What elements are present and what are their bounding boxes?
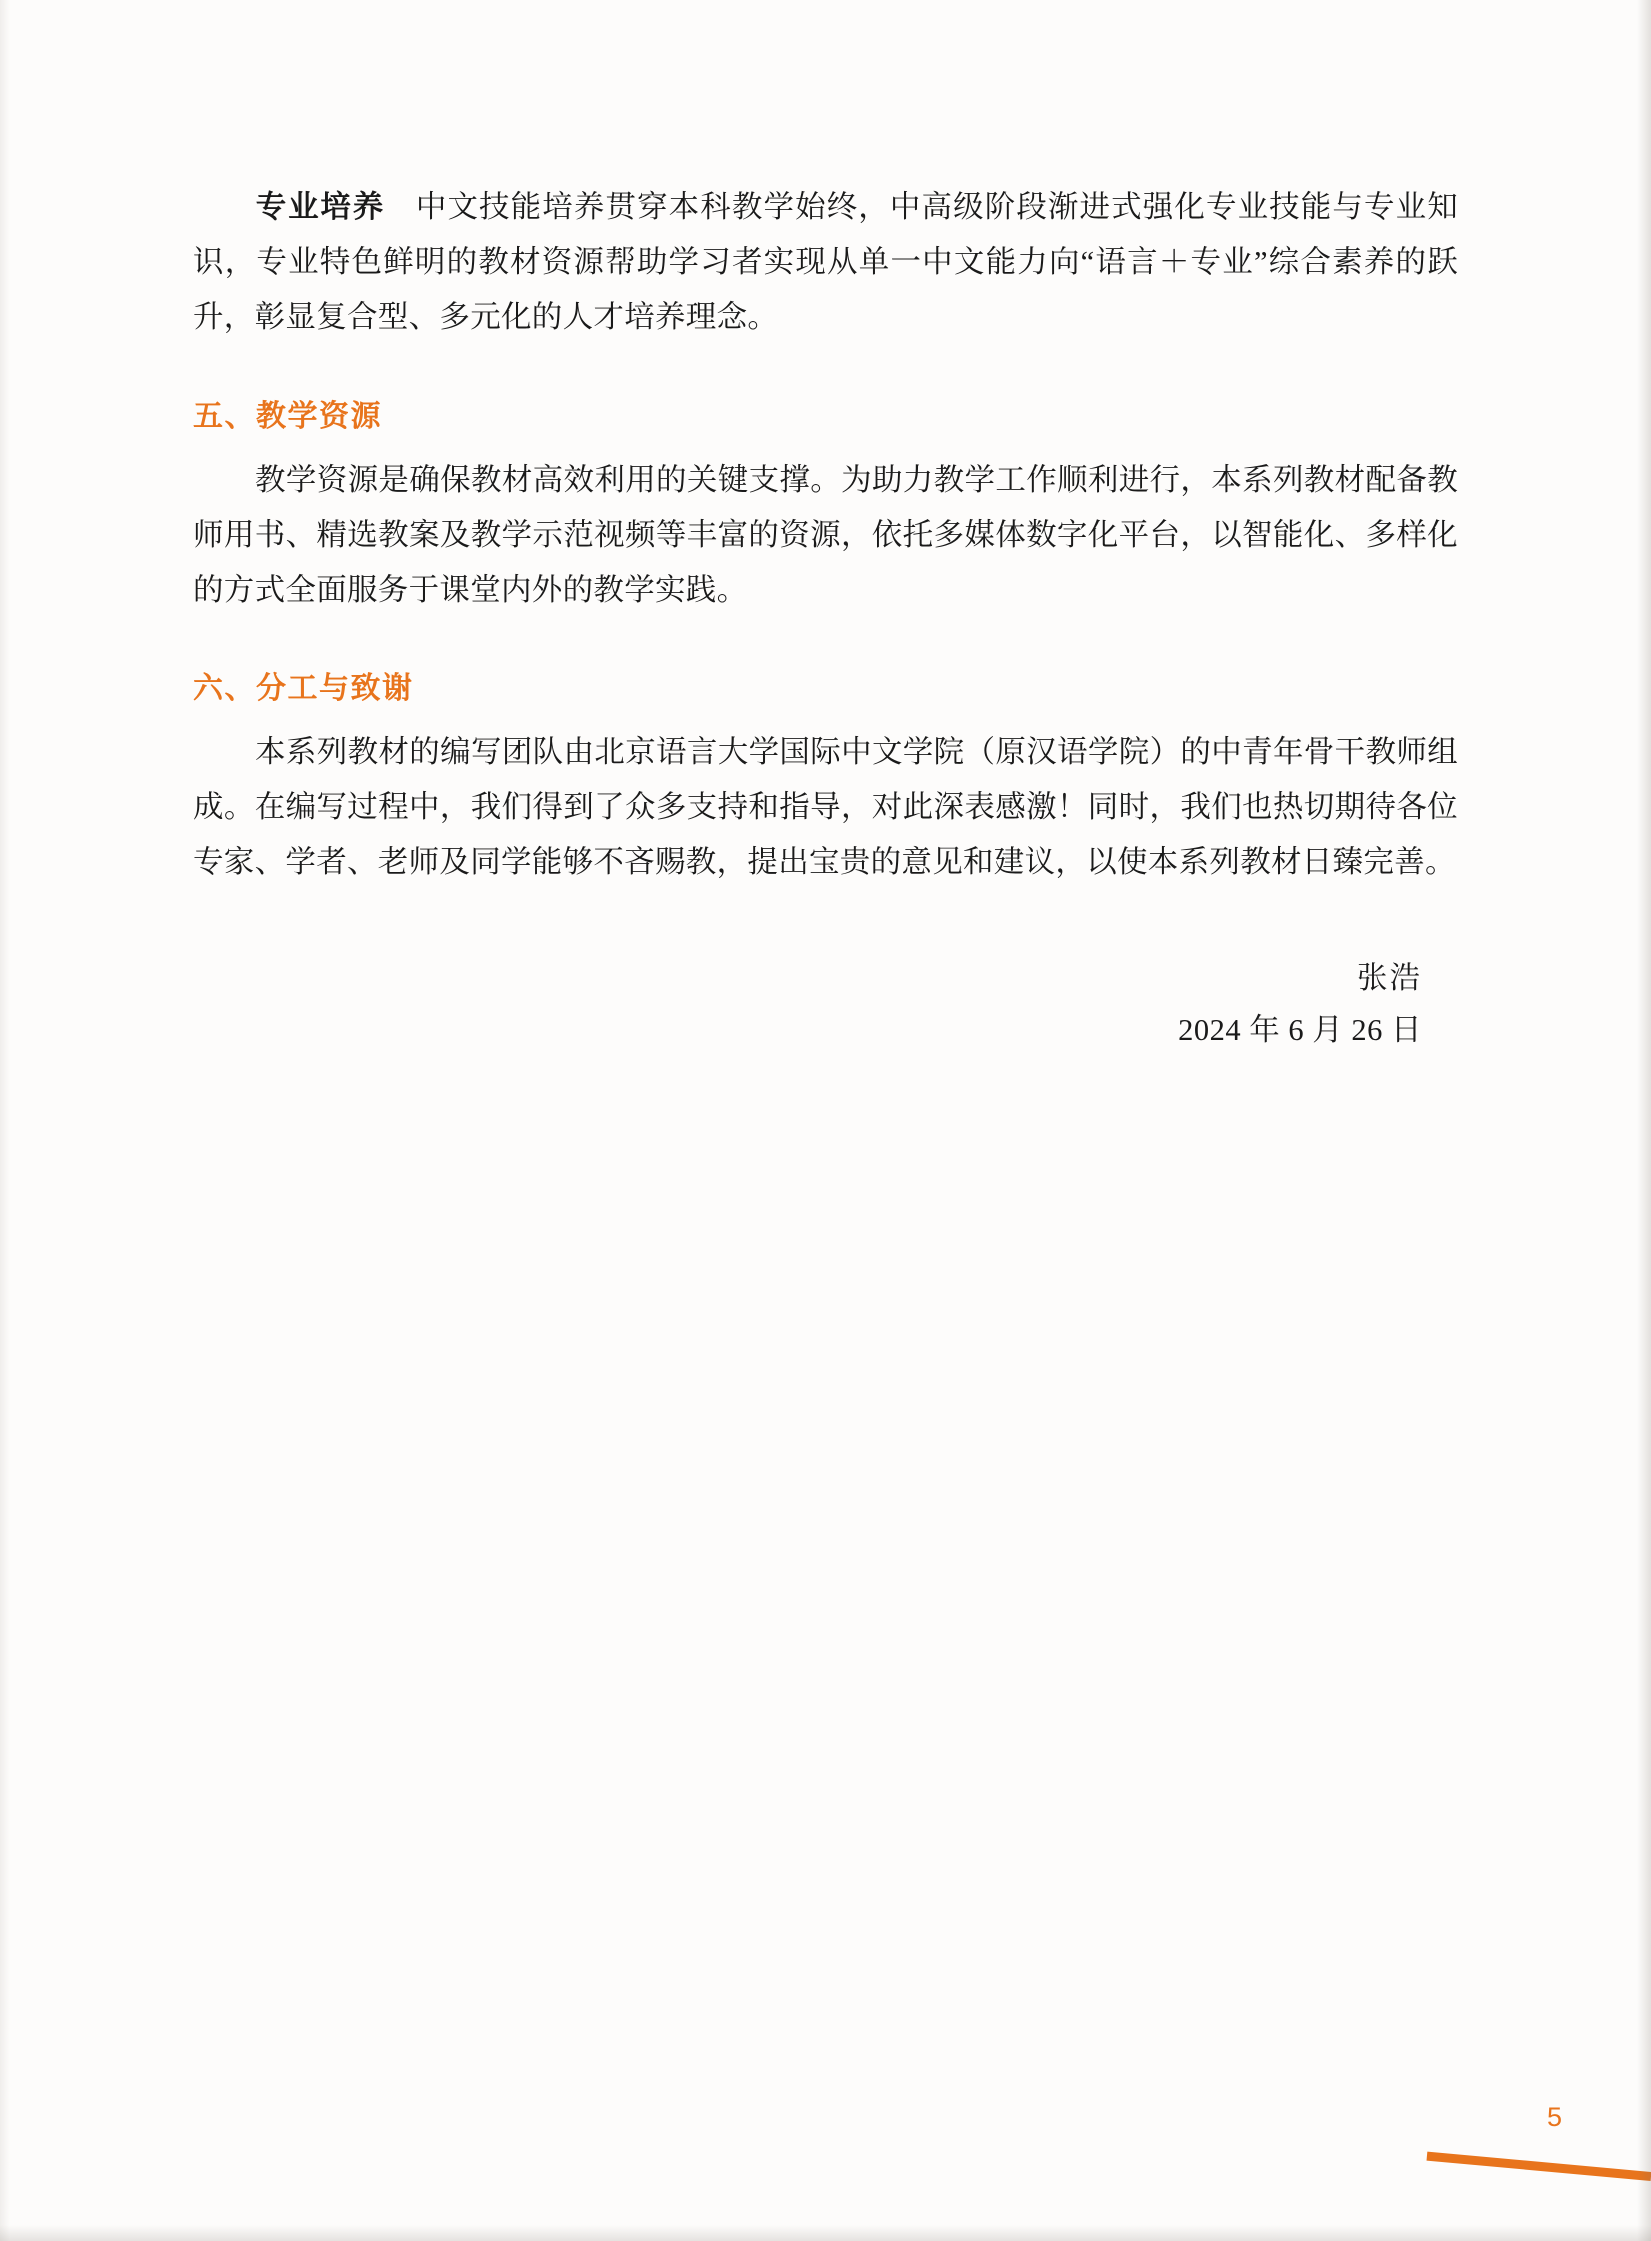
- spacer: [193, 435, 1458, 453]
- spacer: [193, 345, 1458, 391]
- section-heading-teaching-resources: 五、教学资源: [193, 400, 382, 433]
- paragraph-specialty-training: [193, 180, 1458, 345]
- signature-name: 张浩: [1357, 961, 1422, 995]
- paragraph-acknowledgments-text: 本系列教材的编写团队由北京语言大学国际中文学院（原汉语学院）的中青年骨干教师组成。在编写过程中，我们得到了众多支持和指导，对此深表感激！同时，我们也热切期待各位专家、学者、老师及同学能够不吝赐教，提出宝贵的意见和建议，以使本系列教材日臻完善。: [193, 735, 1458, 879]
- paragraph-acknowledgments: [193, 725, 1458, 890]
- signature-date: 2024 年 6 月 26 日: [1178, 1013, 1422, 1047]
- spacer: [193, 707, 1458, 725]
- page-number-rule: [1427, 2152, 1651, 2181]
- paragraph-teaching-resources-text: 教学资源是确保教材高效利用的关键支撑。为助力教学工作顺利进行，本系列教材配备教师用书、精选教案及教学示范视频等丰富的资源，依托多媒体数字化平台，以智能化、多样化的方式全面服务于课堂内外的教学实践。: [193, 463, 1458, 607]
- paragraph-teaching-resources: [193, 453, 1458, 618]
- paragraph-lead-label: 专业培养: [255, 190, 386, 224]
- page-edge-shadow-bottom: [0, 2225, 1651, 2241]
- spacer: [193, 618, 1458, 663]
- paragraph-specialty-text: 中文技能培养贯穿本科教学始终，中高级阶段渐进式强化专业技能与专业知识，专业特色鲜明的教材资源帮助学习者实现从单一中文能力向“语言＋专业”综合素养的跃升，彰显复合型、多元化的人才培养理念。: [193, 190, 1458, 334]
- page-edge-shadow-left: [0, 0, 10, 2241]
- section-heading-division-and-acknowledgments: 六、分工与致谢: [193, 672, 414, 705]
- page-content: [193, 180, 1458, 1056]
- page-edge-shadow-right: [1637, 0, 1651, 2241]
- signature-block: [193, 952, 1458, 1056]
- page-number: 5: [1546, 2102, 1563, 2132]
